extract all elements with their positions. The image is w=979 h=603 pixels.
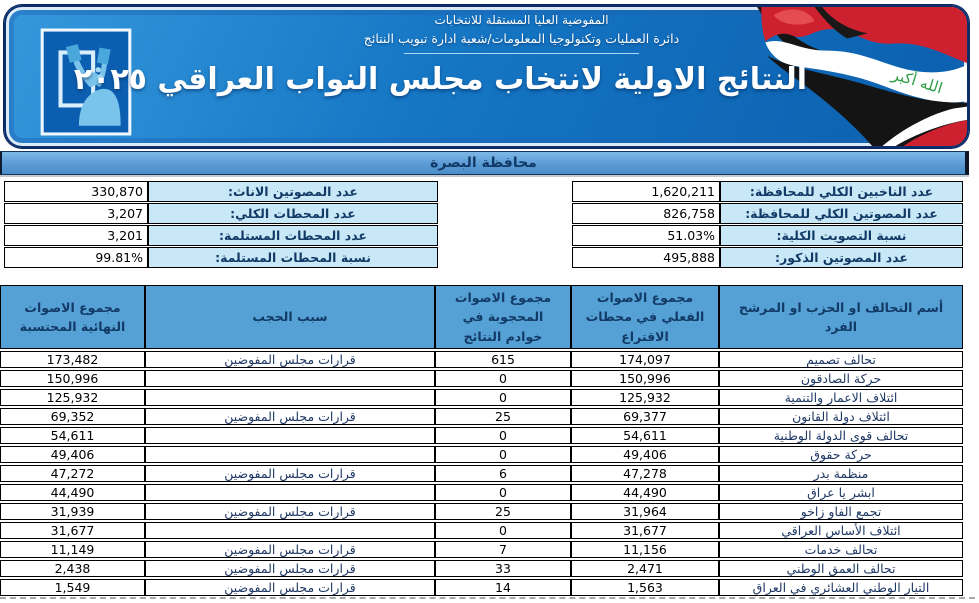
party-name-cell: حركة الصادقون [719, 370, 963, 387]
banner-divider [404, 53, 639, 54]
withheld-votes-cell: 615 [435, 351, 571, 368]
withheld-votes-cell: 0 [435, 484, 571, 501]
stats-gap [438, 225, 572, 246]
stats-row [0, 203, 963, 224]
party-name-cell: التيار الوطني العشائري في العراق [719, 579, 963, 596]
party-name-cell: منظمة بدر [719, 465, 963, 482]
withhold-reason-cell: قرارات مجلس المفوضين [145, 408, 435, 425]
stats-row [0, 247, 963, 268]
stat-label: عدد المحطات المستلمة: [148, 225, 438, 246]
table-row [0, 408, 963, 425]
final-votes-cell: 31,939 [0, 503, 145, 520]
stat-label: عدد الناخبين الكلي للمحافظة: [720, 181, 963, 202]
flag-takbir-text: الله أكبر [889, 65, 945, 98]
col-header-withhold-reason: سبب الحجب [145, 285, 435, 349]
stat-label: عدد المصوتين الاناث: [148, 181, 438, 202]
page-break-line [0, 597, 975, 599]
withhold-reason-cell: قرارات مجلس المفوضين [145, 465, 435, 482]
stat-value: 1,620,211 [572, 181, 720, 202]
col-header-final-votes: مجموع الاصوات النهائية المحتسبة [0, 285, 145, 349]
table-row [0, 465, 963, 482]
party-name-cell: ائتلاف الأساس العراقي [719, 522, 963, 539]
final-votes-cell: 173,482 [0, 351, 145, 368]
results-tbody [0, 351, 963, 596]
table-row [0, 389, 963, 406]
table-row [0, 370, 963, 387]
actual-votes-cell: 54,611 [571, 427, 719, 444]
withhold-reason-cell: قرارات مجلس المفوضين [145, 503, 435, 520]
final-votes-cell: 11,149 [0, 541, 145, 558]
col-header-withheld-votes: مجموع الاصوات المحجوبة في خوادم النتائج [435, 285, 571, 349]
withheld-votes-cell: 33 [435, 560, 571, 577]
stats-gap [438, 247, 572, 268]
stat-value: 99.81% [4, 247, 148, 268]
withheld-votes-cell: 0 [435, 370, 571, 387]
stats-row [0, 225, 963, 246]
withheld-votes-cell: 0 [435, 389, 571, 406]
stats-section [0, 181, 963, 269]
actual-votes-cell: 2,471 [571, 560, 719, 577]
withhold-reason-cell: قرارات مجلس المفوضين [145, 579, 435, 596]
stat-label: نسبة المحطات المستلمة: [148, 247, 438, 268]
party-name-cell: تحالف تصميم [719, 351, 963, 368]
stats-gap [438, 181, 572, 202]
actual-votes-cell: 31,964 [571, 503, 719, 520]
table-header-row [0, 285, 963, 349]
final-votes-cell: 47,272 [0, 465, 145, 482]
party-name-cell: تجمع الفاو زاخو [719, 503, 963, 520]
actual-votes-cell: 125,932 [571, 389, 719, 406]
actual-votes-cell: 150,996 [571, 370, 719, 387]
withheld-votes-cell: 0 [435, 522, 571, 539]
party-name-cell: تحالف قوى الدولة الوطنية [719, 427, 963, 444]
withheld-votes-cell: 7 [435, 541, 571, 558]
final-votes-cell: 54,611 [0, 427, 145, 444]
stat-label: عدد المصوتين الكلي للمحافظة: [720, 203, 963, 224]
province-title-bar: محافظة البصرة [0, 151, 969, 175]
stat-label: عدد المصوتين الذكور: [720, 247, 963, 268]
party-name-cell: تحالف العمق الوطني [719, 560, 963, 577]
withhold-reason-cell: قرارات مجلس المفوضين [145, 541, 435, 558]
withhold-reason-cell [145, 427, 435, 444]
withhold-reason-cell [145, 389, 435, 406]
actual-votes-cell: 1,563 [571, 579, 719, 596]
withhold-reason-cell [145, 370, 435, 387]
table-row [0, 484, 963, 501]
withheld-votes-cell: 25 [435, 408, 571, 425]
withheld-votes-cell: 14 [435, 579, 571, 596]
ihec-banner [4, 5, 969, 148]
withheld-votes-cell: 0 [435, 446, 571, 463]
table-row [0, 541, 963, 558]
actual-votes-cell: 69,377 [571, 408, 719, 425]
stat-value: 51.03% [572, 225, 720, 246]
results-table [0, 283, 963, 598]
party-name-cell: تحالف خدمات [719, 541, 963, 558]
withhold-reason-cell [145, 484, 435, 501]
stats-row [0, 181, 963, 202]
commission-name: المفوضية العليا المستقلة للانتخابات [434, 13, 609, 27]
final-votes-cell: 2,438 [0, 560, 145, 577]
table-row [0, 579, 963, 596]
final-votes-cell: 49,406 [0, 446, 145, 463]
banner-text-block [73, 13, 807, 97]
actual-votes-cell: 31,677 [571, 522, 719, 539]
withhold-reason-cell [145, 522, 435, 539]
final-votes-cell: 150,996 [0, 370, 145, 387]
party-name-cell: حركة حقوق [719, 446, 963, 463]
withhold-reason-cell: قرارات مجلس المفوضين [145, 560, 435, 577]
table-row [0, 446, 963, 463]
stat-value: 826,758 [572, 203, 720, 224]
party-name-cell: ائتلاف الاعمار والتنمية [719, 389, 963, 406]
withheld-votes-cell: 25 [435, 503, 571, 520]
final-votes-cell: 44,490 [0, 484, 145, 501]
stat-label: عدد المحطات الكلي: [148, 203, 438, 224]
table-row [0, 560, 963, 577]
table-row [0, 522, 963, 539]
final-votes-cell: 31,677 [0, 522, 145, 539]
stat-value: 3,207 [4, 203, 148, 224]
party-name-cell: ابشر يا عراق [719, 484, 963, 501]
party-name-cell: ائتلاف دولة القانون [719, 408, 963, 425]
stat-label: نسبة التصويت الكلية: [720, 225, 963, 246]
stat-value: 3,201 [4, 225, 148, 246]
final-votes-cell: 1,549 [0, 579, 145, 596]
stat-value: 495,888 [572, 247, 720, 268]
withheld-votes-cell: 6 [435, 465, 571, 482]
final-votes-cell: 69,352 [0, 408, 145, 425]
actual-votes-cell: 44,490 [571, 484, 719, 501]
actual-votes-cell: 11,156 [571, 541, 719, 558]
actual-votes-cell: 49,406 [571, 446, 719, 463]
actual-votes-cell: 47,278 [571, 465, 719, 482]
col-header-party: أسم التحالف او الحزب او المرشح الفرد [719, 285, 963, 349]
withheld-votes-cell: 0 [435, 427, 571, 444]
table-row [0, 427, 963, 444]
table-row [0, 503, 963, 520]
stat-value: 330,870 [4, 181, 148, 202]
actual-votes-cell: 174,097 [571, 351, 719, 368]
withhold-reason-cell [145, 446, 435, 463]
withhold-reason-cell: قرارات مجلس المفوضين [145, 351, 435, 368]
stats-gap [438, 203, 572, 224]
final-votes-cell: 125,932 [0, 389, 145, 406]
table-row [0, 351, 963, 368]
report-title: النتائج الاولية لانتخاب مجلس النواب العراقي ٢٠٢٥ [73, 62, 807, 97]
col-header-actual-votes: مجموع الاصوات الفعلي في محطات الاقتراع [571, 285, 719, 349]
department-name: دائرة العمليات وتكنولوجيا المعلومات/شعبة ادارة تبويب النتائج [363, 31, 680, 46]
